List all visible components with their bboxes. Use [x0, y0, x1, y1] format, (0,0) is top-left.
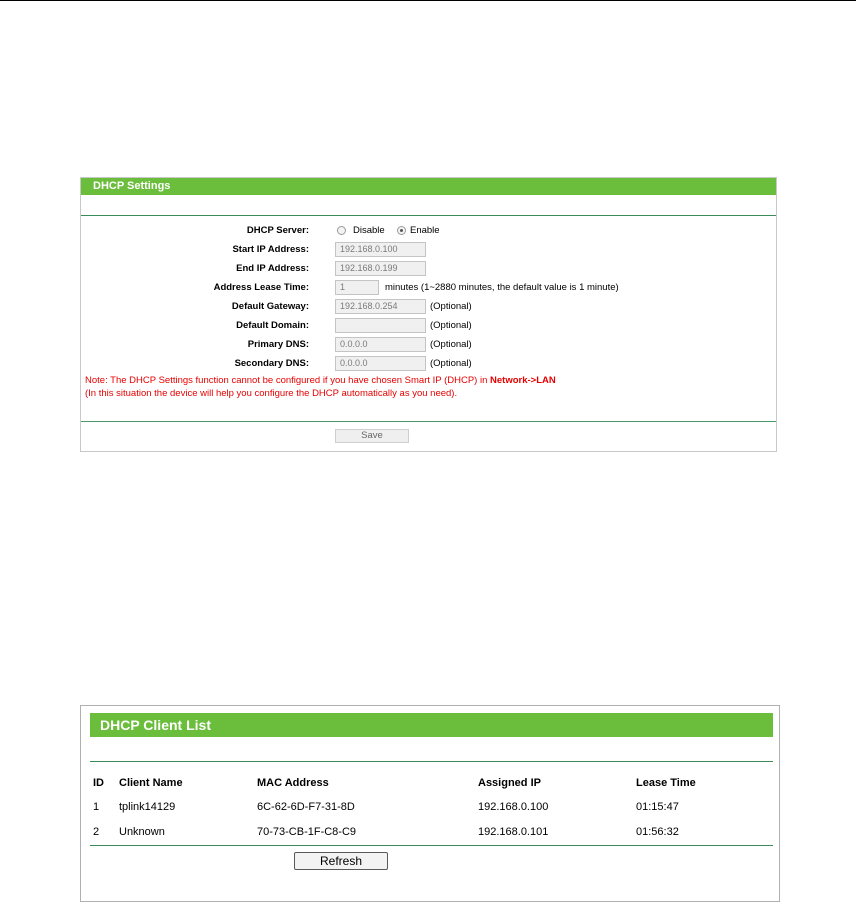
domain-optional: (Optional) — [430, 320, 472, 331]
cell-lease-time: 01:15:47 — [636, 801, 679, 813]
divider — [81, 215, 776, 216]
col-assigned-ip: Assigned IP — [478, 777, 541, 789]
secondary-dns-input[interactable]: 0.0.0.0 — [335, 356, 426, 371]
col-id: ID — [93, 777, 104, 789]
gateway-row — [81, 299, 776, 315]
note-line-2: (In this situation the device will help you configure the DHCP automatically as you need). — [85, 388, 458, 399]
top-border-line — [0, 0, 856, 1]
save-button[interactable]: Save — [335, 429, 409, 443]
primary-dns-optional: (Optional) — [430, 339, 472, 350]
disable-radio[interactable] — [337, 226, 346, 235]
divider — [90, 845, 773, 846]
primary-dns-input[interactable]: 0.0.0.0 — [335, 337, 426, 352]
start-ip-input[interactable]: 192.168.0.100 — [335, 242, 426, 257]
end-ip-label: End IP Address: — [236, 263, 309, 274]
dhcp-server-label: DHCP Server: — [246, 225, 309, 236]
end-ip-input[interactable]: 192.168.0.199 — [335, 261, 426, 276]
start-ip-label: Start IP Address: — [232, 244, 309, 255]
domain-input[interactable] — [335, 318, 426, 333]
domain-row — [81, 318, 776, 334]
divider — [81, 421, 776, 422]
dhcp-settings-panel — [80, 177, 777, 452]
dhcp-settings-title: DHCP Settings — [81, 178, 776, 195]
cell-assigned-ip: 192.168.0.101 — [478, 826, 549, 838]
secondary-dns-label: Secondary DNS: — [234, 358, 309, 369]
network-lan-link[interactable]: Network->LAN — [490, 375, 556, 386]
start-ip-row — [81, 242, 776, 258]
cell-id: 1 — [93, 801, 100, 813]
dhcp-server-row — [81, 223, 776, 239]
col-mac-address: MAC Address — [257, 777, 329, 789]
cell-client-name: Unknown — [119, 826, 165, 838]
client-list-title: DHCP Client List — [90, 713, 773, 737]
col-client-name: Client Name — [119, 777, 183, 789]
primary-dns-label: Primary DNS: — [247, 339, 309, 350]
lease-time-hint: minutes (1~2880 minutes, the default value is 1 minute) — [385, 282, 619, 293]
end-ip-row — [81, 261, 776, 277]
lease-time-input[interactable]: 1 — [335, 280, 379, 295]
cell-id: 2 — [93, 826, 100, 838]
dhcp-client-list-panel — [80, 705, 780, 902]
cell-assigned-ip: 192.168.0.100 — [478, 801, 549, 813]
gateway-input[interactable]: 192.168.0.254 — [335, 299, 426, 314]
lease-time-label: Address Lease Time: — [213, 282, 309, 293]
lease-time-row — [81, 280, 776, 296]
enable-radio[interactable] — [397, 226, 406, 235]
note-line-1 — [85, 375, 556, 387]
secondary-dns-row — [81, 356, 776, 372]
cell-mac-address: 70-73-CB-1F-C8-C9 — [257, 826, 357, 838]
cell-lease-time: 01:56:32 — [636, 826, 679, 838]
enable-label: Enable — [410, 225, 440, 236]
secondary-dns-optional: (Optional) — [430, 358, 472, 369]
primary-dns-row — [81, 337, 776, 353]
note-text: Note: The DHCP Settings function cannot be configured if you have chosen Smart IP (DHCP) in — [85, 375, 488, 386]
refresh-button[interactable]: Refresh — [294, 852, 388, 870]
col-lease-time: Lease Time — [636, 777, 696, 789]
gateway-label: Default Gateway: — [231, 301, 309, 312]
disable-label: Disable — [353, 225, 385, 236]
divider — [90, 761, 773, 762]
cell-client-name: tplink14129 — [119, 801, 176, 813]
gateway-optional: (Optional) — [430, 301, 472, 312]
domain-label: Default Domain: — [236, 320, 309, 331]
cell-mac-address: 6C-62-6D-F7-31-8D — [257, 801, 355, 813]
